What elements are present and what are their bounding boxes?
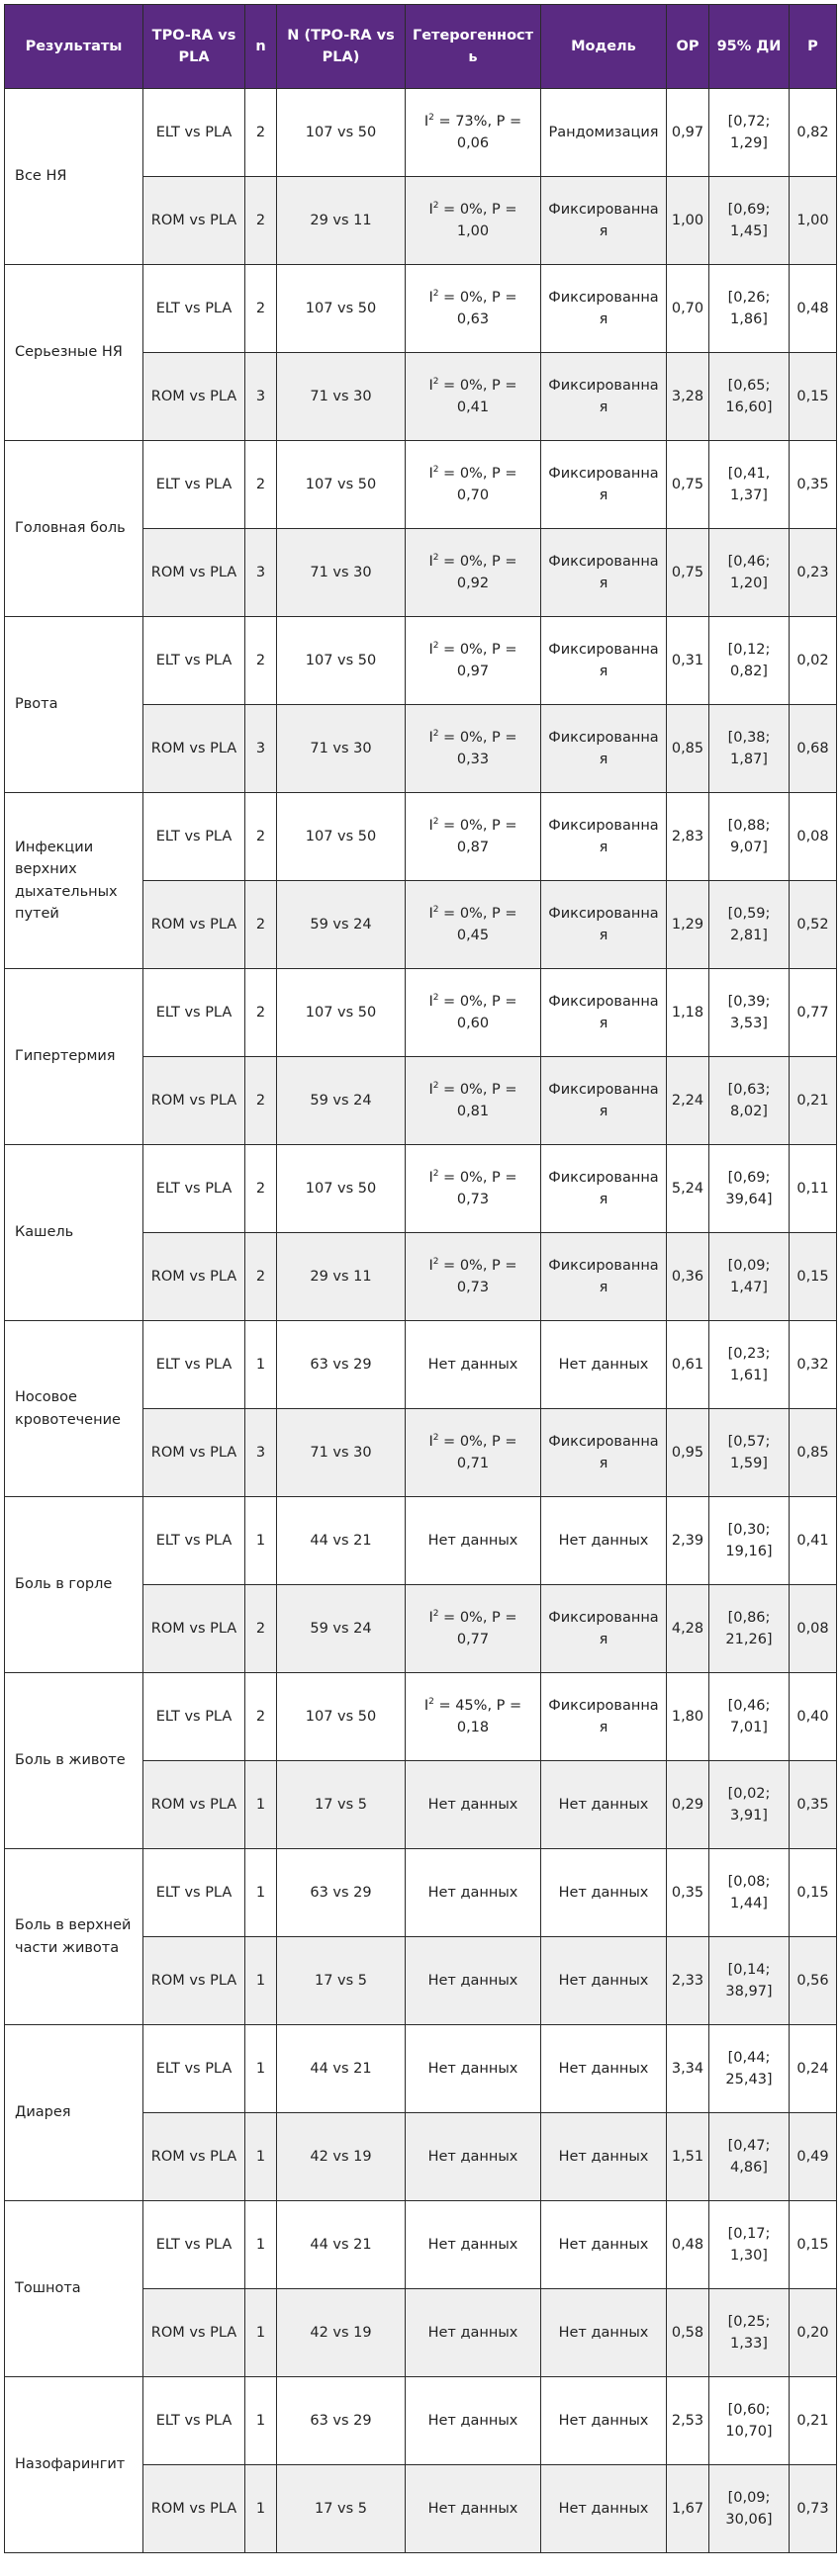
result-name-cell: Головная боль xyxy=(5,441,143,617)
heterogeneity-cell: $I^2 = 45\%$, P = 0,18 xyxy=(406,1673,541,1761)
model-cell: Нет данных xyxy=(541,2289,667,2377)
sample-size-cell: 63 vs 29 xyxy=(277,1321,406,1409)
or-cell: 0,29 xyxy=(667,1761,709,1849)
model-cell: Нет данных xyxy=(541,1497,667,1585)
n-cell: 1 xyxy=(245,1761,277,1849)
comparison-cell: ELT vs PLA xyxy=(143,1849,245,1937)
p-value-cell: 0,23 xyxy=(790,529,837,617)
result-name-cell: Все НЯ xyxy=(5,89,143,265)
comparison-cell: ROM vs PLA xyxy=(143,1761,245,1849)
heterogeneity-cell: Нет данных xyxy=(406,1497,541,1585)
ci-cell: [0,57; 1,59] xyxy=(709,1409,790,1497)
result-name-cell: Боль в верхней части живота xyxy=(5,1849,143,2025)
n-cell: 2 xyxy=(245,881,277,969)
n-cell: 1 xyxy=(245,2113,277,2201)
or-cell: 1,00 xyxy=(667,177,709,265)
table-row xyxy=(5,617,837,705)
n-cell: 2 xyxy=(245,265,277,353)
model-cell: Нет данных xyxy=(541,2025,667,2113)
ci-cell: [0,47; 4,86] xyxy=(709,2113,790,2201)
or-cell: 1,18 xyxy=(667,969,709,1057)
header-p: P xyxy=(790,5,837,89)
p-value-cell: 0,02 xyxy=(790,617,837,705)
result-name-cell: Диарея xyxy=(5,2025,143,2201)
or-cell: 1,67 xyxy=(667,2465,709,2553)
or-cell: 0,75 xyxy=(667,529,709,617)
n-cell: 1 xyxy=(245,2377,277,2465)
ci-cell: [0,69; 1,45] xyxy=(709,177,790,265)
heterogeneity-cell: $I^2 = 0\%$, P = 0,73 xyxy=(406,1145,541,1233)
sample-size-cell: 29 vs 11 xyxy=(277,1233,406,1321)
result-name-cell: Носовое кровотечение xyxy=(5,1321,143,1497)
heterogeneity-cell: Нет данных xyxy=(406,1937,541,2025)
ci-cell: [0,69; 39,64] xyxy=(709,1145,790,1233)
header-results: Результаты xyxy=(5,5,143,89)
model-cell: Фиксированная xyxy=(541,793,667,881)
sample-size-cell: 71 vs 30 xyxy=(277,353,406,441)
sample-size-cell: 17 vs 5 xyxy=(277,1761,406,1849)
p-value-cell: 0,77 xyxy=(790,969,837,1057)
results-table-container xyxy=(4,4,836,2553)
heterogeneity-cell: $I^2 = 73\%$, P = 0,06 xyxy=(406,89,541,177)
p-value-cell: 0,35 xyxy=(790,441,837,529)
comparison-cell: ROM vs PLA xyxy=(143,177,245,265)
or-cell: 5,24 xyxy=(667,1145,709,1233)
heterogeneity-cell: Нет данных xyxy=(406,2025,541,2113)
ci-cell: [0,38; 1,87] xyxy=(709,705,790,793)
heterogeneity-cell: $I^2 = 0\%$, P = 0,73 xyxy=(406,1233,541,1321)
p-value-cell: 0,20 xyxy=(790,2289,837,2377)
or-cell: 2,53 xyxy=(667,2377,709,2465)
ci-cell: [0,12; 0,82] xyxy=(709,617,790,705)
table-row xyxy=(5,1849,837,1937)
heterogeneity-cell: $I^2 = 0\%$, P = 0,92 xyxy=(406,529,541,617)
table-row xyxy=(5,1673,837,1761)
table-row xyxy=(5,969,837,1057)
heterogeneity-cell: $I^2 = 0\%$, P = 0,87 xyxy=(406,793,541,881)
comparison-cell: ROM vs PLA xyxy=(143,881,245,969)
ci-cell: [0,72; 1,29] xyxy=(709,89,790,177)
heterogeneity-cell: $I^2 = 0\%$, P = 0,45 xyxy=(406,881,541,969)
sample-size-cell: 29 vs 11 xyxy=(277,177,406,265)
ci-cell: [0,30; 19,16] xyxy=(709,1497,790,1585)
p-value-cell: 0,15 xyxy=(790,353,837,441)
or-cell: 1,51 xyxy=(667,2113,709,2201)
or-cell: 3,28 xyxy=(667,353,709,441)
header-row xyxy=(5,5,837,89)
p-value-cell: 0,49 xyxy=(790,2113,837,2201)
comparison-cell: ELT vs PLA xyxy=(143,441,245,529)
result-name-cell: Боль в горле xyxy=(5,1497,143,1673)
or-cell: 1,29 xyxy=(667,881,709,969)
or-cell: 0,31 xyxy=(667,617,709,705)
header-or: ОР xyxy=(667,5,709,89)
n-cell: 1 xyxy=(245,2201,277,2289)
n-cell: 2 xyxy=(245,441,277,529)
heterogeneity-cell: Нет данных xyxy=(406,1761,541,1849)
sample-size-cell: 107 vs 50 xyxy=(277,1673,406,1761)
model-cell: Нет данных xyxy=(541,1321,667,1409)
heterogeneity-cell: Нет данных xyxy=(406,2289,541,2377)
comparison-cell: ROM vs PLA xyxy=(143,2465,245,2553)
model-cell: Рандомизация xyxy=(541,89,667,177)
sample-size-cell: 42 vs 19 xyxy=(277,2113,406,2201)
heterogeneity-cell: Нет данных xyxy=(406,2465,541,2553)
comparison-cell: ELT vs PLA xyxy=(143,617,245,705)
sample-size-cell: 59 vs 24 xyxy=(277,881,406,969)
model-cell: Фиксированная xyxy=(541,617,667,705)
n-cell: 2 xyxy=(245,1057,277,1145)
model-cell: Фиксированная xyxy=(541,881,667,969)
p-value-cell: 0,40 xyxy=(790,1673,837,1761)
sample-size-cell: 59 vs 24 xyxy=(277,1057,406,1145)
sample-size-cell: 71 vs 30 xyxy=(277,1409,406,1497)
p-value-cell: 0,85 xyxy=(790,1409,837,1497)
or-cell: 0,97 xyxy=(667,89,709,177)
sample-size-cell: 63 vs 29 xyxy=(277,1849,406,1937)
n-cell: 1 xyxy=(245,1849,277,1937)
ci-cell: [0,09; 30,06] xyxy=(709,2465,790,2553)
or-cell: 3,34 xyxy=(667,2025,709,2113)
p-value-cell: 0,52 xyxy=(790,881,837,969)
n-cell: 1 xyxy=(245,1321,277,1409)
result-name-cell: Тошнота xyxy=(5,2201,143,2377)
sample-size-cell: 44 vs 21 xyxy=(277,2025,406,2113)
ci-cell: [0,09; 1,47] xyxy=(709,1233,790,1321)
sample-size-cell: 107 vs 50 xyxy=(277,1145,406,1233)
comparison-cell: ROM vs PLA xyxy=(143,1057,245,1145)
n-cell: 3 xyxy=(245,529,277,617)
result-name-cell: Боль в животе xyxy=(5,1673,143,1849)
n-cell: 2 xyxy=(245,1233,277,1321)
n-cell: 2 xyxy=(245,793,277,881)
p-value-cell: 0,11 xyxy=(790,1145,837,1233)
n-cell: 2 xyxy=(245,177,277,265)
p-value-cell: 1,00 xyxy=(790,177,837,265)
heterogeneity-cell: Нет данных xyxy=(406,2377,541,2465)
header-sample-size: N (TPO-RA vs PLA) xyxy=(277,5,406,89)
or-cell: 0,75 xyxy=(667,441,709,529)
ci-cell: [0,44; 25,43] xyxy=(709,2025,790,2113)
model-cell: Нет данных xyxy=(541,1761,667,1849)
n-cell: 2 xyxy=(245,1145,277,1233)
or-cell: 0,85 xyxy=(667,705,709,793)
n-cell: 1 xyxy=(245,1937,277,2025)
p-value-cell: 0,73 xyxy=(790,2465,837,2553)
result-name-cell: Гипертермия xyxy=(5,969,143,1145)
comparison-cell: ELT vs PLA xyxy=(143,89,245,177)
table-row xyxy=(5,1321,837,1409)
n-cell: 2 xyxy=(245,89,277,177)
sample-size-cell: 107 vs 50 xyxy=(277,793,406,881)
table-row xyxy=(5,2025,837,2113)
sample-size-cell: 17 vs 5 xyxy=(277,1937,406,2025)
sample-size-cell: 44 vs 21 xyxy=(277,1497,406,1585)
or-cell: 0,70 xyxy=(667,265,709,353)
p-value-cell: 0,15 xyxy=(790,1849,837,1937)
p-value-cell: 0,21 xyxy=(790,2377,837,2465)
ci-cell: [0,39; 3,53] xyxy=(709,969,790,1057)
comparison-cell: ELT vs PLA xyxy=(143,793,245,881)
n-cell: 2 xyxy=(245,617,277,705)
comparison-cell: ROM vs PLA xyxy=(143,705,245,793)
or-cell: 0,61 xyxy=(667,1321,709,1409)
table-row xyxy=(5,2201,837,2289)
header-ci: 95% ДИ xyxy=(709,5,790,89)
comparison-cell: ROM vs PLA xyxy=(143,1233,245,1321)
sample-size-cell: 63 vs 29 xyxy=(277,2377,406,2465)
p-value-cell: 0,15 xyxy=(790,2201,837,2289)
comparison-cell: ELT vs PLA xyxy=(143,969,245,1057)
comparison-cell: ROM vs PLA xyxy=(143,1409,245,1497)
n-cell: 1 xyxy=(245,2025,277,2113)
result-name-cell: Назофарингит xyxy=(5,2377,143,2553)
sample-size-cell: 107 vs 50 xyxy=(277,441,406,529)
ci-cell: [0,63; 8,02] xyxy=(709,1057,790,1145)
p-value-cell: 0,24 xyxy=(790,2025,837,2113)
n-cell: 1 xyxy=(245,2465,277,2553)
p-value-cell: 0,08 xyxy=(790,1585,837,1673)
heterogeneity-cell: Нет данных xyxy=(406,1849,541,1937)
table-row xyxy=(5,2377,837,2465)
ci-cell: [0,26; 1,86] xyxy=(709,265,790,353)
n-cell: 3 xyxy=(245,353,277,441)
ci-cell: [0,59; 2,81] xyxy=(709,881,790,969)
model-cell: Фиксированная xyxy=(541,1233,667,1321)
heterogeneity-cell: $I^2 = 0\%$, P = 0,63 xyxy=(406,265,541,353)
comparison-cell: ELT vs PLA xyxy=(143,2201,245,2289)
p-value-cell: 0,68 xyxy=(790,705,837,793)
heterogeneity-cell: Нет данных xyxy=(406,1321,541,1409)
heterogeneity-cell: $I^2 = 0\%$, P = 0,41 xyxy=(406,353,541,441)
ci-cell: [0,23; 1,61] xyxy=(709,1321,790,1409)
model-cell: Фиксированная xyxy=(541,969,667,1057)
ci-cell: [0,46; 7,01] xyxy=(709,1673,790,1761)
model-cell: Фиксированная xyxy=(541,1057,667,1145)
result-name-cell: Инфекции верхних дыхательных путей xyxy=(5,793,143,969)
heterogeneity-cell: $I^2 = 0\%$, P = 1,00 xyxy=(406,177,541,265)
comparison-cell: ELT vs PLA xyxy=(143,1497,245,1585)
model-cell: Нет данных xyxy=(541,1937,667,2025)
comparison-cell: ELT vs PLA xyxy=(143,2025,245,2113)
p-value-cell: 0,32 xyxy=(790,1321,837,1409)
header-heterogeneity: Гетерогенность xyxy=(406,5,541,89)
p-value-cell: 0,15 xyxy=(790,1233,837,1321)
heterogeneity-cell: $I^2 = 0\%$, P = 0,77 xyxy=(406,1585,541,1673)
heterogeneity-cell: $I^2 = 0\%$, P = 0,97 xyxy=(406,617,541,705)
or-cell: 2,33 xyxy=(667,1937,709,2025)
model-cell: Нет данных xyxy=(541,1849,667,1937)
or-cell: 1,80 xyxy=(667,1673,709,1761)
heterogeneity-cell: $I^2 = 0\%$, P = 0,81 xyxy=(406,1057,541,1145)
p-value-cell: 0,08 xyxy=(790,793,837,881)
model-cell: Нет данных xyxy=(541,2465,667,2553)
model-cell: Фиксированная xyxy=(541,1585,667,1673)
model-cell: Фиксированная xyxy=(541,265,667,353)
or-cell: 2,83 xyxy=(667,793,709,881)
table-row xyxy=(5,89,837,177)
model-cell: Фиксированная xyxy=(541,177,667,265)
model-cell: Фиксированная xyxy=(541,705,667,793)
model-cell: Фиксированная xyxy=(541,441,667,529)
p-value-cell: 0,21 xyxy=(790,1057,837,1145)
sample-size-cell: 107 vs 50 xyxy=(277,265,406,353)
n-cell: 3 xyxy=(245,1409,277,1497)
ci-cell: [0,88; 9,07] xyxy=(709,793,790,881)
or-cell: 0,36 xyxy=(667,1233,709,1321)
adverse-events-table xyxy=(4,4,837,2553)
sample-size-cell: 107 vs 50 xyxy=(277,89,406,177)
n-cell: 3 xyxy=(245,705,277,793)
comparison-cell: ROM vs PLA xyxy=(143,2289,245,2377)
n-cell: 1 xyxy=(245,2289,277,2377)
or-cell: 0,58 xyxy=(667,2289,709,2377)
header-comparison: TPO-RA vs PLA xyxy=(143,5,245,89)
sample-size-cell: 42 vs 19 xyxy=(277,2289,406,2377)
heterogeneity-cell: Нет данных xyxy=(406,2113,541,2201)
ci-cell: [0,17; 1,30] xyxy=(709,2201,790,2289)
model-cell: Нет данных xyxy=(541,2113,667,2201)
p-value-cell: 0,41 xyxy=(790,1497,837,1585)
or-cell: 0,35 xyxy=(667,1849,709,1937)
table-body xyxy=(5,89,837,2553)
model-cell: Фиксированная xyxy=(541,1409,667,1497)
n-cell: 2 xyxy=(245,1673,277,1761)
comparison-cell: ROM vs PLA xyxy=(143,353,245,441)
sample-size-cell: 71 vs 30 xyxy=(277,529,406,617)
sample-size-cell: 17 vs 5 xyxy=(277,2465,406,2553)
or-cell: 0,48 xyxy=(667,2201,709,2289)
sample-size-cell: 107 vs 50 xyxy=(277,617,406,705)
sample-size-cell: 107 vs 50 xyxy=(277,969,406,1057)
p-value-cell: 0,82 xyxy=(790,89,837,177)
table-row xyxy=(5,441,837,529)
model-cell: Нет данных xyxy=(541,2201,667,2289)
table-row xyxy=(5,1145,837,1233)
comparison-cell: ROM vs PLA xyxy=(143,1937,245,2025)
or-cell: 0,95 xyxy=(667,1409,709,1497)
table-row xyxy=(5,265,837,353)
ci-cell: [0,86; 21,26] xyxy=(709,1585,790,1673)
comparison-cell: ELT vs PLA xyxy=(143,1321,245,1409)
heterogeneity-cell: $I^2 = 0\%$, P = 0,60 xyxy=(406,969,541,1057)
p-value-cell: 0,35 xyxy=(790,1761,837,1849)
result-name-cell: Рвота xyxy=(5,617,143,793)
n-cell: 2 xyxy=(245,1585,277,1673)
comparison-cell: ELT vs PLA xyxy=(143,2377,245,2465)
or-cell: 2,39 xyxy=(667,1497,709,1585)
ci-cell: [0,25; 1,33] xyxy=(709,2289,790,2377)
p-value-cell: 0,48 xyxy=(790,265,837,353)
result-name-cell: Кашель xyxy=(5,1145,143,1321)
heterogeneity-cell: $I^2 = 0\%$, P = 0,71 xyxy=(406,1409,541,1497)
n-cell: 2 xyxy=(245,969,277,1057)
model-cell: Фиксированная xyxy=(541,1145,667,1233)
ci-cell: [0,41, 1,37] xyxy=(709,441,790,529)
ci-cell: [0,46; 1,20] xyxy=(709,529,790,617)
ci-cell: [0,02; 3,91] xyxy=(709,1761,790,1849)
sample-size-cell: 71 vs 30 xyxy=(277,705,406,793)
or-cell: 2,24 xyxy=(667,1057,709,1145)
table-row xyxy=(5,793,837,881)
comparison-cell: ROM vs PLA xyxy=(143,529,245,617)
table-row xyxy=(5,1497,837,1585)
comparison-cell: ELT vs PLA xyxy=(143,265,245,353)
model-cell: Нет данных xyxy=(541,2377,667,2465)
comparison-cell: ELT vs PLA xyxy=(143,1673,245,1761)
model-cell: Фиксированная xyxy=(541,529,667,617)
model-cell: Фиксированная xyxy=(541,1673,667,1761)
heterogeneity-cell: $I^2 = 0\%$, P = 0,33 xyxy=(406,705,541,793)
comparison-cell: ROM vs PLA xyxy=(143,2113,245,2201)
header-n: n xyxy=(245,5,277,89)
ci-cell: [0,60; 10,70] xyxy=(709,2377,790,2465)
comparison-cell: ELT vs PLA xyxy=(143,1145,245,1233)
heterogeneity-cell: $I^2 = 0\%$, P = 0,70 xyxy=(406,441,541,529)
model-cell: Фиксированная xyxy=(541,353,667,441)
result-name-cell: Серьезные НЯ xyxy=(5,265,143,441)
p-value-cell: 0,56 xyxy=(790,1937,837,2025)
ci-cell: [0,65; 16,60] xyxy=(709,353,790,441)
header-model: Модель xyxy=(541,5,667,89)
n-cell: 1 xyxy=(245,1497,277,1585)
heterogeneity-cell: Нет данных xyxy=(406,2201,541,2289)
comparison-cell: ROM vs PLA xyxy=(143,1585,245,1673)
sample-size-cell: 59 vs 24 xyxy=(277,1585,406,1673)
or-cell: 4,28 xyxy=(667,1585,709,1673)
sample-size-cell: 44 vs 21 xyxy=(277,2201,406,2289)
ci-cell: [0,08; 1,44] xyxy=(709,1849,790,1937)
ci-cell: [0,14; 38,97] xyxy=(709,1937,790,2025)
